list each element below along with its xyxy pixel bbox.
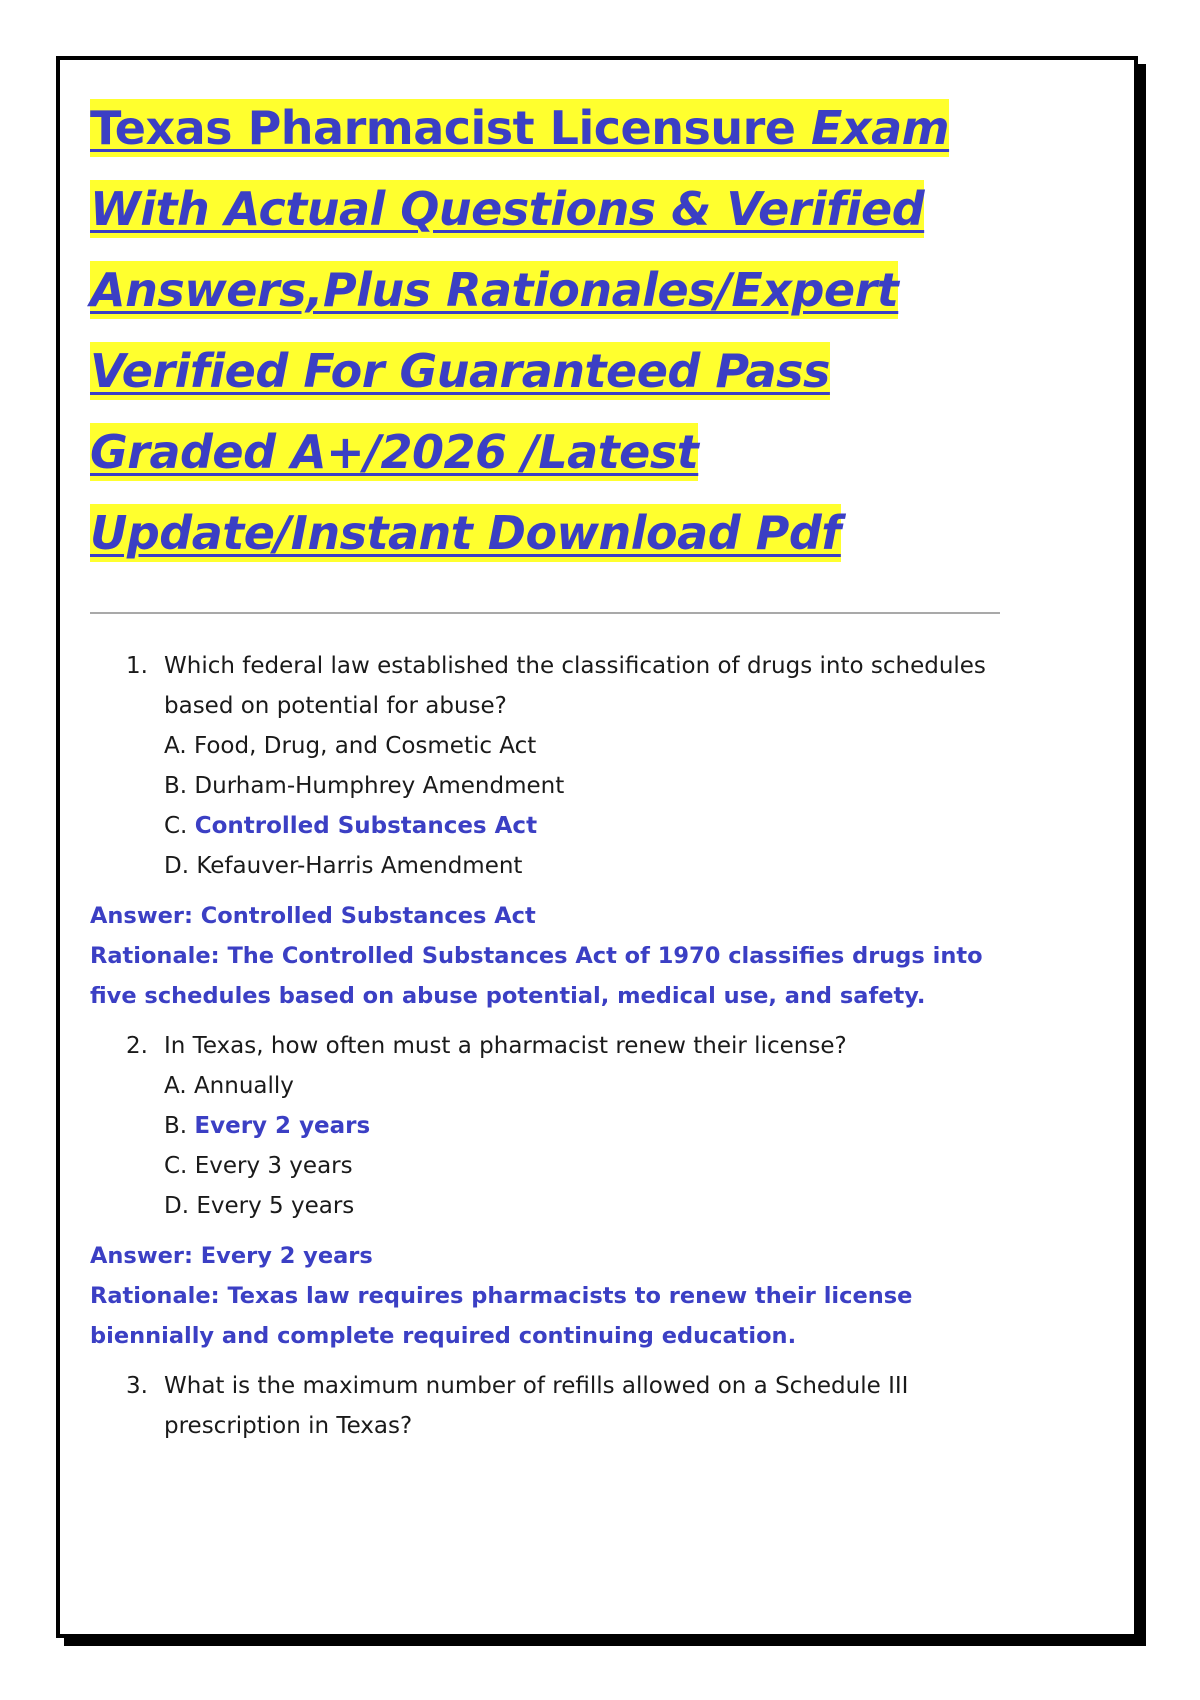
answer-block-2 <box>90 1236 1010 1356</box>
option-letter: A. <box>164 1073 187 1099</box>
question-number: 1. <box>126 653 148 679</box>
option-text: Annually <box>193 1073 294 1099</box>
option-a <box>164 1066 1010 1106</box>
option-text: Controlled Substances Act <box>194 813 538 839</box>
option-text: Every 2 years <box>194 1113 371 1139</box>
option-text: Every 5 years <box>196 1193 355 1219</box>
option-letter: D. <box>164 1193 190 1219</box>
question-number: 2. <box>126 1033 148 1059</box>
option-c-correct <box>164 806 1010 846</box>
divider <box>90 612 1000 614</box>
title-part-regular: Texas Pharmacist Licensure <box>90 101 811 155</box>
question-3 <box>90 1366 1010 1446</box>
option-letter: C. <box>164 813 188 839</box>
option-text: Every 3 years <box>194 1153 353 1179</box>
question-2 <box>90 1026 1010 1226</box>
option-text: Kefauver-Harris Amendment <box>196 853 523 879</box>
option-letter: C. <box>164 1153 188 1179</box>
document-title <box>90 88 1010 574</box>
option-a <box>164 726 1010 766</box>
question-text: Which federal law established the classification of drugs into schedules based on potential for abuse? <box>164 653 986 719</box>
answer-text: Answer: Controlled Substances Act <box>90 903 536 929</box>
option-c <box>164 1146 1010 1186</box>
answer-text: Answer: Every 2 years <box>90 1243 373 1269</box>
option-d <box>164 846 1010 886</box>
question-text: In Texas, how often must a pharmacist renew their license? <box>164 1033 847 1059</box>
question-1 <box>90 646 1010 886</box>
question-text: What is the maximum number of refills allowed on a Schedule III prescription in Texas? <box>164 1373 909 1439</box>
answer-block-1 <box>90 896 1010 1016</box>
option-letter: A. <box>164 733 187 759</box>
question-list <box>90 646 1010 1446</box>
option-letter: B. <box>164 1113 188 1139</box>
question-number: 3. <box>126 1373 148 1399</box>
option-text: Durham-Humphrey Amendment <box>194 773 565 799</box>
option-d <box>164 1186 1010 1226</box>
option-b-correct <box>164 1106 1010 1146</box>
title-part-italic: Exam With Actual Questions & Verified Answers,Plus Rationales/Expert Verified For Guaranteed Pass Graded A+/2026 /Latest Update/Instant Download Pdf <box>90 101 950 560</box>
option-text: Food, Drug, and Cosmetic Act <box>193 733 537 759</box>
option-letter: B. <box>164 773 188 799</box>
option-letter: D. <box>164 853 190 879</box>
rationale-text: Rationale: The Controlled Substances Act of 1970 classifies drugs into five schedules based on abuse potential, medical use, and safety. <box>90 943 983 1009</box>
option-b <box>164 766 1010 806</box>
rationale-text: Rationale: Texas law requires pharmacists to renew their license biennially and complete required continuing education. <box>90 1283 913 1349</box>
